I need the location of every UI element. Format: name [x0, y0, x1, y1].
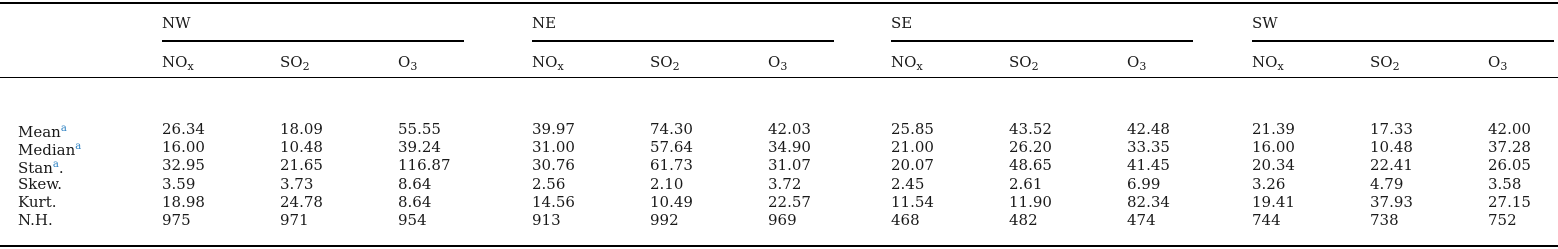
- table-cell: 61.73: [650, 156, 693, 175]
- footnote-marker: a: [75, 141, 82, 153]
- table-cell: 752: [1488, 211, 1517, 229]
- table-cell: 18.98: [162, 192, 205, 211]
- table-cell: 474: [1127, 211, 1156, 229]
- table-cell: 21.00: [891, 138, 934, 157]
- table-cell: 34.90: [768, 138, 811, 157]
- table-cell: 21.65: [280, 156, 323, 175]
- row-label: [18, 211, 53, 229]
- table-cell: 42.03: [768, 120, 811, 138]
- table-cell: 37.93: [1370, 192, 1413, 211]
- table-cell: 22.57: [768, 192, 811, 211]
- column-header-subscript: x: [916, 60, 923, 73]
- table-cell: 738: [1370, 211, 1399, 229]
- table-cell: 39.97: [532, 120, 575, 138]
- column-header: [532, 53, 564, 76]
- table-cell: 16.00: [1252, 138, 1295, 157]
- column-header-base: NO: [1252, 53, 1278, 71]
- column-header-base: NO: [162, 53, 188, 71]
- table-cell: 48.65: [1009, 156, 1052, 175]
- column-header-base: SO: [280, 53, 303, 71]
- column-header: [280, 53, 310, 76]
- row-label-text: Skew.: [18, 174, 63, 193]
- column-header-base: NO: [891, 53, 917, 71]
- table-cell: 3.59: [162, 174, 196, 193]
- table-cell: 37.28: [1488, 138, 1531, 157]
- table-top-rule: [0, 2, 1558, 4]
- table-cell: 10.49: [650, 192, 693, 211]
- row-label-text: Median: [18, 141, 76, 160]
- table-cell: 41.45: [1127, 156, 1170, 175]
- table-cell: 116.87: [398, 156, 451, 175]
- row-label-text: Stan: [18, 159, 53, 178]
- table-cell: 25.85: [891, 120, 934, 138]
- table-cell: 969: [768, 211, 797, 229]
- table-cell: 31.00: [532, 138, 575, 157]
- table-cell: 14.56: [532, 192, 575, 211]
- column-header-subscript: x: [1277, 60, 1284, 73]
- table-cell: 468: [891, 211, 920, 229]
- column-header: [162, 53, 194, 76]
- group-header-se: SE: [891, 14, 913, 32]
- table-cell: 27.15: [1488, 192, 1531, 211]
- table-cell: 11.54: [891, 192, 934, 211]
- column-header: [1370, 53, 1400, 76]
- column-header-base: O: [398, 53, 411, 71]
- table-cell: 19.41: [1252, 192, 1295, 211]
- table-cell: 913: [532, 211, 561, 229]
- table-cell: 26.34: [162, 120, 205, 138]
- table-cell: 39.24: [398, 138, 441, 157]
- column-header: [1127, 53, 1146, 76]
- table-cell: 482: [1009, 211, 1038, 229]
- footnote-marker: a: [60, 123, 67, 134]
- column-header-subscript: 3: [410, 60, 418, 73]
- column-header-subscript: 2: [1031, 60, 1039, 73]
- group-header-sw: SW: [1252, 14, 1278, 32]
- row-label-suffix: .: [58, 159, 64, 178]
- column-header-base: SO: [1370, 53, 1393, 71]
- table-cell: 82.34: [1127, 192, 1170, 211]
- table-cell: 8.64: [398, 174, 432, 193]
- table-cell: 10.48: [1370, 138, 1413, 157]
- column-header-subscript: 3: [1139, 60, 1147, 73]
- column-header-subscript: 2: [302, 60, 310, 73]
- table-cell: 3.58: [1488, 174, 1522, 193]
- table-cell: 32.95: [162, 156, 205, 175]
- table-cell: 21.39: [1252, 120, 1295, 138]
- table-cell: 6.99: [1127, 174, 1161, 193]
- group-underline: [891, 40, 1193, 42]
- group-header-nw: NW: [162, 14, 191, 32]
- group-underline: [1252, 40, 1554, 42]
- column-header-base: O: [1127, 53, 1140, 71]
- row-label-text: Kurt.: [18, 192, 57, 211]
- table-cell: 16.00: [162, 138, 205, 157]
- footnote-marker: a: [52, 159, 59, 171]
- table-cell: 30.76: [532, 156, 575, 175]
- table-cell: 2.61: [1009, 174, 1043, 193]
- table-cell: 24.78: [280, 192, 323, 211]
- column-header: [650, 53, 680, 76]
- table-cell: 2.10: [650, 174, 684, 193]
- table-cell: 10.48: [280, 138, 323, 157]
- table-cell: 2.56: [532, 174, 566, 193]
- column-header-base: SO: [1009, 53, 1032, 71]
- column-header: [768, 53, 787, 76]
- column-header: [1488, 53, 1507, 76]
- table-cell: 33.35: [1127, 138, 1170, 157]
- table-cell: 42.48: [1127, 120, 1170, 138]
- column-header-subscript: 3: [780, 60, 788, 73]
- table-cell: 31.07: [768, 156, 811, 175]
- table-cell: 43.52: [1009, 120, 1052, 138]
- column-header-subscript: x: [557, 60, 564, 73]
- table-cell: 17.33: [1370, 120, 1413, 138]
- table-cell: 11.90: [1009, 192, 1052, 211]
- table-cell: 42.00: [1488, 120, 1531, 138]
- table-cell: 3.26: [1252, 174, 1286, 193]
- table-cell: 971: [280, 211, 309, 229]
- table-cell: 954: [398, 211, 427, 229]
- table-bottom-rule: [0, 245, 1558, 247]
- group-underline: [162, 40, 464, 42]
- column-header-base: SO: [650, 53, 673, 71]
- table-cell: 26.05: [1488, 156, 1531, 175]
- table-cell: 975: [162, 211, 191, 229]
- column-header-subscript: 2: [1392, 60, 1400, 73]
- column-header: [398, 53, 417, 76]
- column-header-subscript: 3: [1500, 60, 1508, 73]
- table-cell: 20.34: [1252, 156, 1295, 175]
- row-label-text: Mean: [18, 123, 61, 141]
- table-cell: 992: [650, 211, 679, 229]
- column-header-base: NO: [532, 53, 558, 71]
- table-cell: 20.07: [891, 156, 934, 175]
- table-cell: 4.79: [1370, 174, 1404, 193]
- column-header: [1009, 53, 1039, 76]
- group-underline: [532, 40, 834, 42]
- table-cell: 8.64: [398, 192, 432, 211]
- table-cell: 2.45: [891, 174, 925, 193]
- table-cell: 55.55: [398, 120, 441, 138]
- table-cell: 3.73: [280, 174, 314, 193]
- column-header-base: O: [768, 53, 781, 71]
- table-cell: 3.72: [768, 174, 802, 193]
- table-cell: 744: [1252, 211, 1281, 229]
- row-label: [18, 175, 62, 193]
- row-label: [18, 193, 57, 211]
- column-header: [1252, 53, 1284, 76]
- column-header-subscript: 2: [672, 60, 680, 73]
- row-label-text: N.H.: [18, 211, 53, 229]
- column-header-base: O: [1488, 53, 1501, 71]
- table-cell: 26.20: [1009, 138, 1052, 157]
- table-header-rule: [0, 77, 1558, 78]
- table-cell: 57.64: [650, 138, 693, 157]
- column-header-subscript: x: [187, 60, 194, 73]
- table-cell: 74.30: [650, 120, 693, 138]
- table-cell: 18.09: [280, 120, 323, 138]
- column-header: [891, 53, 923, 76]
- group-header-ne: NE: [532, 14, 557, 32]
- table-cell: 22.41: [1370, 156, 1413, 175]
